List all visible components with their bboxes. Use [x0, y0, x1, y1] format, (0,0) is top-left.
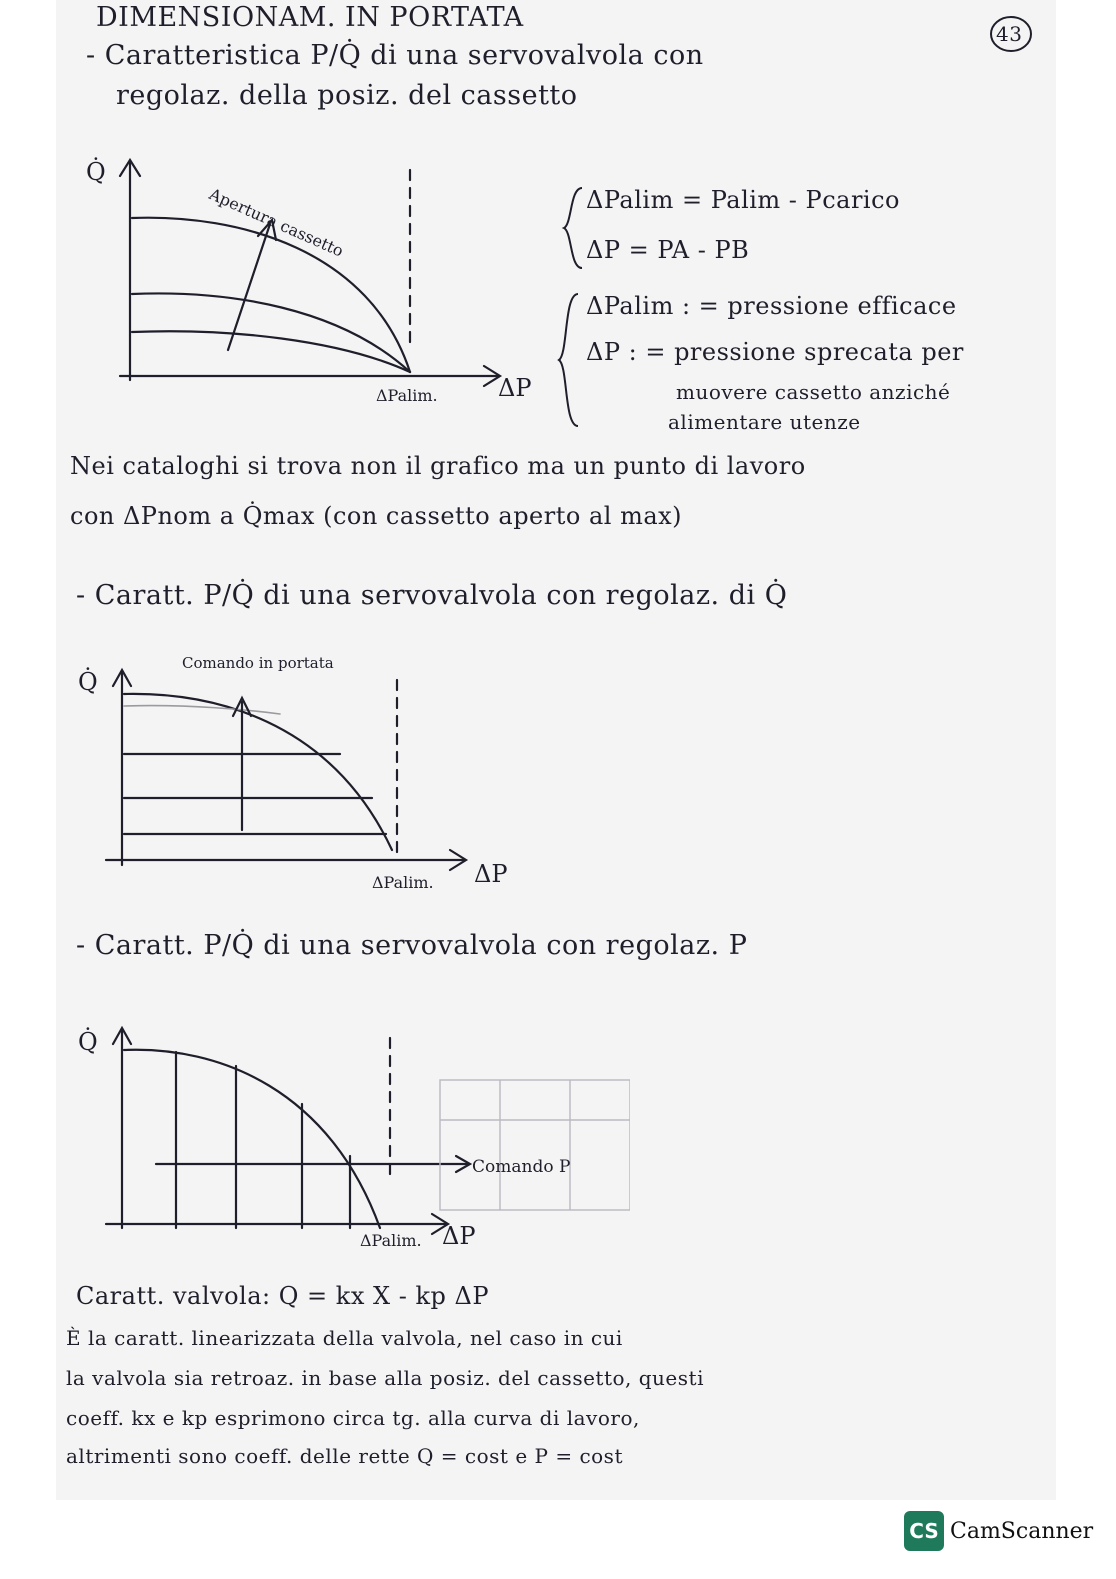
camscanner-brand [904, 1511, 1093, 1551]
saturation-curve [124, 1050, 380, 1228]
valve-text-line4: altrimenti sono coeff. delle rette Q = cost e P = cost [66, 1444, 623, 1468]
curve-middle [132, 293, 410, 372]
catalog-line2: con ΔPnom a Q̇max (con cassetto aperto al max) [70, 502, 683, 530]
section3-heading: - Caratt. P/Q̇ di una servovalvola con regolaz. P [76, 930, 748, 961]
brace2-line2: ΔP : = pressione sprecata per [586, 338, 964, 366]
y-axis-label: Q̇ [86, 158, 106, 186]
page-title: DIMENSIONAM. IN PORTATA [96, 2, 524, 33]
curve-top [132, 218, 410, 372]
valve-text-line3: coeff. kx e kp esprimono circa tg. alla curva di lavoro, [66, 1406, 640, 1430]
x-axis-mark: ΔPalim. [372, 873, 434, 892]
y-axis-label: Q̇ [78, 668, 98, 696]
graph-servovalve-position [70, 140, 540, 410]
brace1-line2: ΔP = PA - PB [586, 236, 750, 264]
curve-shading [124, 706, 280, 714]
section1-heading-line1: - Caratteristica P/Q̇ di una servovalvola con [86, 40, 704, 71]
valve-text-line2: la valvola sia retroaz. in base alla posiz. del cassetto, questi [66, 1366, 704, 1390]
saturation-curve [124, 694, 392, 850]
x-axis-label: ΔP [474, 860, 508, 888]
opening-arrow [228, 224, 270, 350]
section2-heading: - Caratt. P/Q̇ di una servovalvola con regolaz. di Q̇ [76, 580, 788, 611]
camscanner-name: CamScanner [950, 1518, 1094, 1544]
graph-flow-regulation [70, 640, 510, 900]
command-annotation: Comando P [472, 1157, 571, 1177]
catalog-line1: Nei cataloghi si trova non il grafico ma un punto di lavoro [70, 452, 806, 480]
faint-bleed-through-sketch [440, 1080, 630, 1210]
graph-pressure-regulation [70, 1000, 630, 1260]
x-axis-mark: ΔPalim. [376, 386, 438, 405]
brace2-line4: alimentare utenze [668, 410, 861, 434]
brace2-line1: ΔPalim : = pressione efficace [586, 292, 957, 320]
brace1-line1: ΔPalim = Palim - Pcarico [586, 186, 900, 214]
camscanner-logo-icon: CS [904, 1511, 944, 1551]
valve-text-line1: È la caratt. linearizzata della valvola, nel caso in cui [66, 1326, 623, 1350]
x-axis-mark: ΔPalim. [360, 1231, 422, 1250]
curve-bottom [132, 331, 410, 372]
brace2-line3: muovere cassetto anziché [676, 380, 951, 404]
brace-2 [556, 290, 586, 430]
valve-characteristic-formula: Caratt. valvola: Q = kx X - kp ΔP [76, 1282, 489, 1310]
arrow-label: Apertura cassetto [206, 184, 347, 261]
command-annotation: Comando in portata [182, 654, 334, 672]
x-axis-label: ΔP [498, 374, 532, 402]
x-axis-label: ΔP [442, 1222, 476, 1250]
y-axis-label: Q̇ [78, 1028, 98, 1056]
page-number: 43 [996, 22, 1023, 46]
section1-heading-line2: regolaz. della posiz. del cassetto [116, 80, 578, 111]
